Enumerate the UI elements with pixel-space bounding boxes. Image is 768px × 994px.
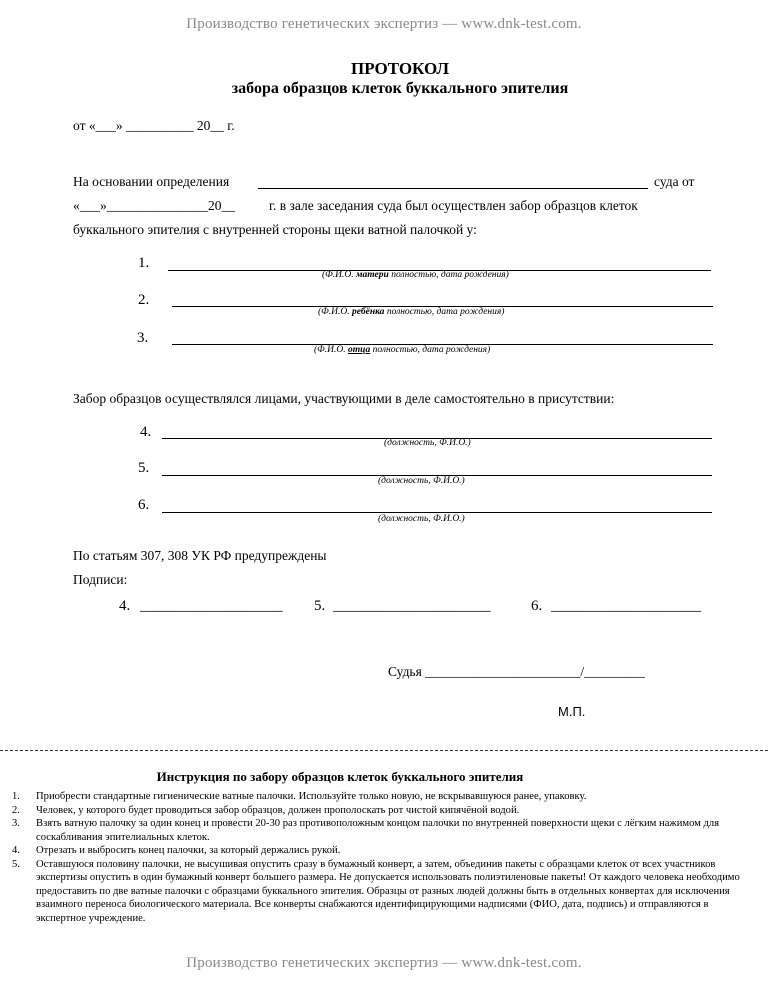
subject-hint: (Ф.И.О. отца полностью, дата рождения) (314, 345, 491, 355)
instruction-item: 5. Оставшуюся половину палочки, не высушивая опустить сразу в бумажный конверт, а затем, объединив пакеты с образцами клеток от всех участников экспертизы опустить в один бумажный конверт большего размера. Не допускается использовать полиэтиленовые пакеты! От каждого человека необходимо предоставить по две ватные палочки с образцами буккального эпителия. Образцы от разных людей должны быть в отдельных конвертах для исключения взаимного переноса биологического материала. Все конверты снабжаются идентифицирующими надписями (ФИО, дата, подпись) и отправляются в экспертное учреждение. (12, 858, 740, 924)
cut-line (0, 750, 768, 751)
court-name-field[interactable] (258, 188, 648, 189)
para1-line1-end: суда от (654, 174, 695, 189)
document-subtitle: забора образцов клеток буккального эпителия (231, 80, 569, 97)
subject-number: 1. (138, 255, 150, 271)
signature-number: 5. (314, 598, 326, 614)
page-footer: Производство генетических экспертиз — www.dnk-test.com. (186, 955, 582, 971)
participant-number: 4. (140, 424, 152, 440)
signature-field[interactable]: ____________________ (551, 598, 701, 614)
subject-number: 2. (138, 292, 150, 308)
seal-placeholder: М.П. (558, 704, 586, 719)
participant-number: 6. (138, 497, 150, 513)
para1-line2-end: г. в зале заседания суда был осуществлен забор образцов клеток (269, 198, 638, 213)
judge-signature[interactable]: Судья _______________________/_________ (388, 664, 645, 679)
participant-hint: (должность, Ф.И.О.) (384, 438, 471, 448)
instruction-item: 4. Отрезать и выбросить конец палочки, за который держались рукой. (12, 845, 341, 856)
instructions-title: Инструкция по забору образцов клеток буккального эпителия (156, 769, 524, 784)
signature-number: 6. (531, 598, 543, 614)
instruction-item: 3. Взять ватную палочку за один конец и провести 20-30 раз противоположным концом палочки по внутренней поверхности щеки с лёгким нажимом для соскабливания эпителиальных клеток. (12, 818, 720, 843)
participant-field[interactable] (162, 512, 712, 513)
subject-hint: (Ф.И.О. матери полностью, дата рождения) (322, 270, 509, 280)
date-line: от «___» __________ 20__ г. (73, 118, 235, 133)
signatures-label: Подписи: (73, 572, 128, 587)
subject-hint: (Ф.И.О. ребёнка полностью, дата рождения) (318, 307, 505, 317)
instruction-item: 2. Человек, у которого будет проводиться забор образцов, должен прополоскать рот чистой кипячёной водой. (12, 804, 520, 816)
instruction-item: 1. Приобрести стандартные гигиенические ватные палочки. Используйте только новую, не вскрывавшуюся ранее, упаковку. (12, 791, 587, 802)
participant-number: 5. (138, 460, 150, 476)
instructions-list (12, 790, 747, 925)
para1-line2-start: «___»_______________20__ (73, 198, 235, 213)
participant-hint: (должность, Ф.И.О.) (378, 476, 465, 486)
para2: Забор образцов осуществлялся лицами, участвующими в деле самостоятельно в присутствии: (73, 391, 615, 406)
signature-field[interactable]: _____________________ (333, 598, 491, 614)
warning-statement: По статьям 307, 308 УК РФ предупреждены (73, 548, 327, 563)
document-title: ПРОТОКОЛ (350, 59, 449, 78)
para1-line3: буккального эпителия с внутренней стороны щеки ватной палочкой у: (73, 222, 477, 237)
subject-number: 3. (137, 330, 149, 346)
page-header: Производство генетических экспертиз — www.dnk-test.com. (186, 16, 582, 32)
participant-hint: (должность, Ф.И.О.) (378, 514, 465, 524)
signature-number: 4. (119, 598, 131, 614)
para1-line1-start: На основании определения (73, 174, 230, 189)
signature-field[interactable]: ___________________ (140, 598, 283, 614)
